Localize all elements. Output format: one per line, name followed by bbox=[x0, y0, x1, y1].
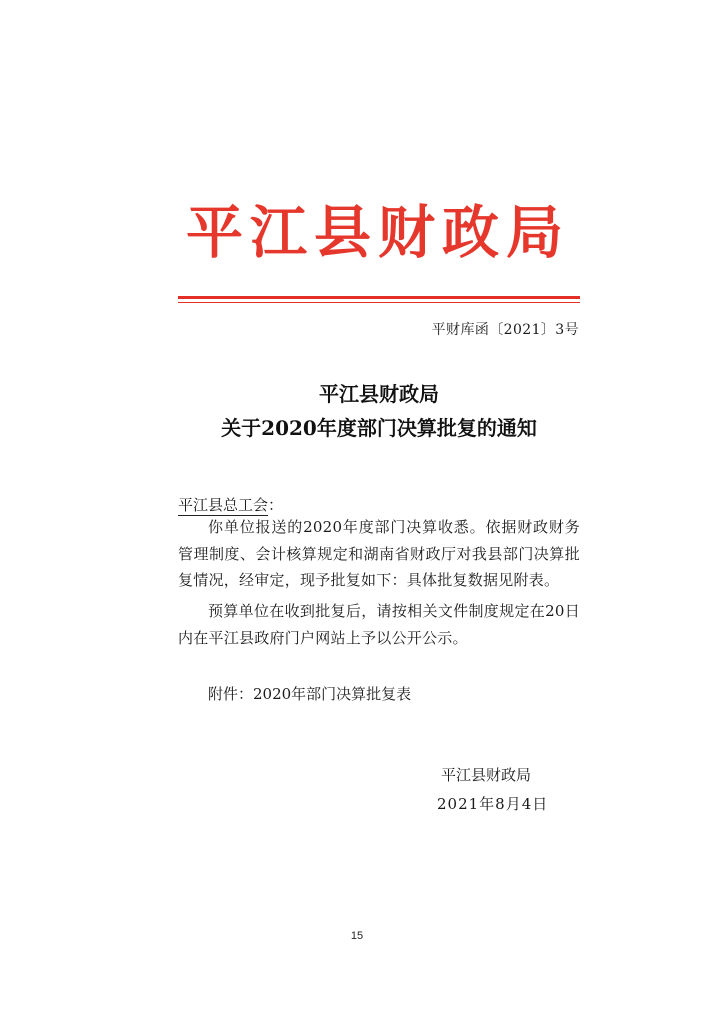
notice-title-line-1: 平江县财政局 bbox=[319, 382, 439, 406]
issuing-authority-masthead: 平江县财政局 bbox=[186, 199, 570, 266]
red-header-rule-thick bbox=[178, 296, 580, 299]
signature-authority: 平江县财政局 bbox=[441, 766, 532, 784]
red-header-rule-thin bbox=[178, 302, 580, 303]
body-paragraph: 你单位报送的2020年度部门决算收悉。依据财政财务管理制度、会计核算规定和湖南省财政厅对我县部门决算批复情况，经审定，现予批复如下：具体批复数据见附表。 bbox=[178, 518, 580, 589]
issue-date: 2021年8月4日 bbox=[437, 795, 549, 813]
body-paragraph: 预算单位在收到批复后，请按相关文件制度规定在20日内在平江县政府门户网站上予以公开公示。 bbox=[178, 602, 580, 647]
page-number: 15 bbox=[350, 930, 364, 942]
salutation-colon: ： bbox=[268, 496, 284, 514]
recipient-name: 平江县总工会 bbox=[178, 496, 269, 514]
attachment-note: 附件：2020年部门决算批复表 bbox=[208, 685, 412, 703]
document-number: 平财库函〔2021〕3号 bbox=[431, 322, 579, 338]
notice-title-line-2: 关于2020年度部门决算批复的通知 bbox=[221, 416, 537, 440]
